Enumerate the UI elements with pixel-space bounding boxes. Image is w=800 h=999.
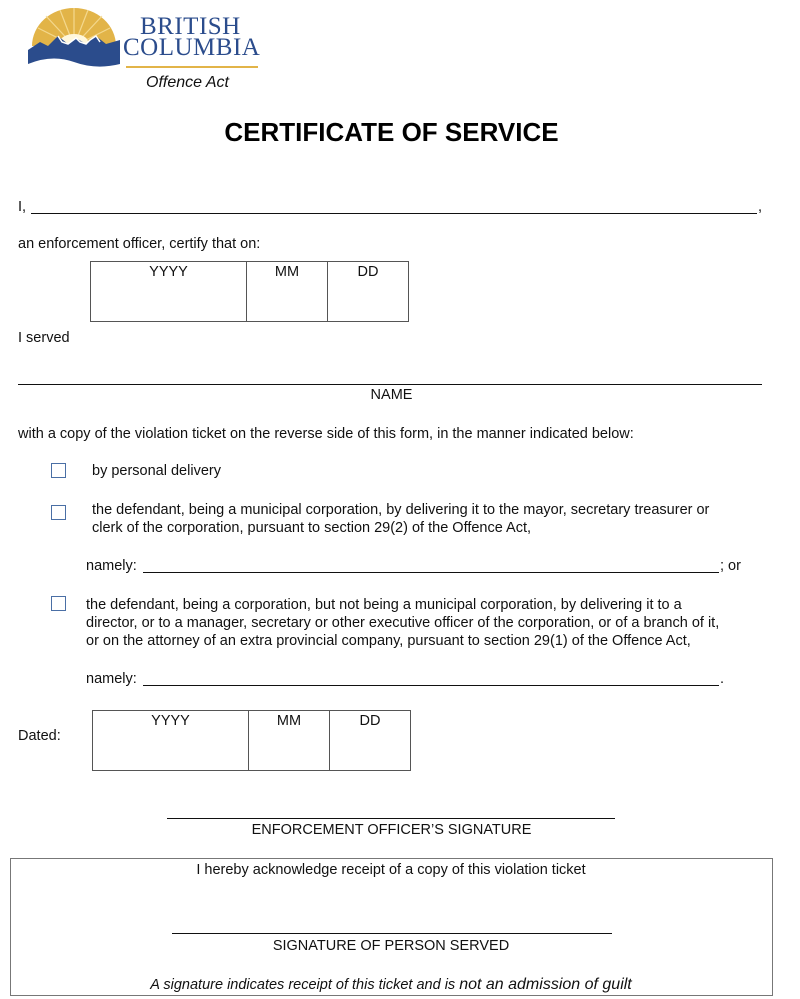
certify-text: an enforcement officer, certify that on: xyxy=(18,236,261,252)
service-date-day[interactable] xyxy=(328,262,408,321)
dated-month[interactable] xyxy=(249,711,330,770)
dated-year[interactable] xyxy=(93,711,249,770)
officer-prefix: I, xyxy=(18,199,27,215)
option-corporation-line3: or on the attorney of an extra provincial company, pursuant to section 29(1) of the Offence Act, xyxy=(86,633,691,649)
corporation-checkbox[interactable] xyxy=(51,596,66,611)
option-municipal-line2: clerk of the corporation, pursuant to section 29(2) of the Offence Act, xyxy=(92,520,532,536)
name-label: NAME xyxy=(370,387,413,403)
year-label: YYYY xyxy=(149,264,188,280)
namely-1-label: namely: xyxy=(86,558,137,574)
month-label: MM xyxy=(274,264,300,280)
served-text: I served xyxy=(18,330,70,346)
option-municipal-line1: the defendant, being a municipal corporation, by delivering it to the mayor, secretary treasurer or xyxy=(92,502,710,518)
person-served-signature-label: SIGNATURE OF PERSON SERVED xyxy=(272,938,510,954)
dated-label: Dated: xyxy=(18,728,61,744)
month-label: MM xyxy=(276,713,302,729)
page-title: CERTIFICATE OF SERVICE xyxy=(224,117,559,147)
officer-signature-label: ENFORCEMENT OFFICER’S SIGNATURE xyxy=(251,822,532,838)
wordmark-line1: BRITISH xyxy=(140,13,241,40)
act-label: Offence Act xyxy=(146,74,229,91)
service-date-box xyxy=(90,261,409,322)
wordmark-line2: COLUMBIA xyxy=(123,34,261,61)
namely-2-label: namely: xyxy=(86,671,137,687)
namely-2-suffix: . xyxy=(720,671,725,687)
acknowledge-text: I hereby acknowledge receipt of a copy of this violation ticket xyxy=(196,862,586,878)
day-label: DD xyxy=(357,264,379,280)
dated-box xyxy=(92,710,411,771)
manner-text: with a copy of the violation ticket on the reverse side of this form, in the manner indicated below: xyxy=(18,426,634,442)
dated-day[interactable] xyxy=(330,711,410,770)
option-corporation-text xyxy=(86,596,719,650)
bc-sun-mountain-icon xyxy=(26,6,122,70)
day-label: DD xyxy=(359,713,381,729)
option-personal-delivery-text: by personal delivery xyxy=(92,463,221,479)
namely-2-field[interactable] xyxy=(143,671,719,686)
service-date-month[interactable] xyxy=(247,262,328,321)
service-date-year[interactable] xyxy=(91,262,247,321)
option-corporation-line1: the defendant, being a corporation, but not being a municipal corporation, by delivering it to a xyxy=(86,597,682,613)
officer-suffix: , xyxy=(758,199,763,215)
personal-delivery-checkbox[interactable] xyxy=(51,463,66,478)
disclaimer-part-a: A signature indicates receipt of this ticket and is xyxy=(150,977,460,993)
namely-1-suffix: ; or xyxy=(720,558,741,574)
wordmark-rule xyxy=(126,66,258,68)
receipt-acknowledgement-box xyxy=(10,858,773,996)
person-served-signature-field[interactable] xyxy=(172,921,612,934)
municipal-corporation-checkbox[interactable] xyxy=(51,505,66,520)
disclaimer-part-b: not an admission of guilt xyxy=(459,976,632,993)
officer-signature-field[interactable] xyxy=(167,806,615,819)
option-municipal-text xyxy=(92,501,709,537)
bc-wordmark xyxy=(123,13,261,61)
officer-name-field[interactable] xyxy=(31,199,757,214)
disclaimer xyxy=(11,976,771,994)
option-corporation-line2: director, or to a manager, secretary or other executive officer of the corporation, or of a branch of it, xyxy=(86,615,720,631)
namely-1-field[interactable] xyxy=(143,558,719,573)
year-label: YYYY xyxy=(151,713,190,729)
served-name-field[interactable] xyxy=(18,370,762,385)
